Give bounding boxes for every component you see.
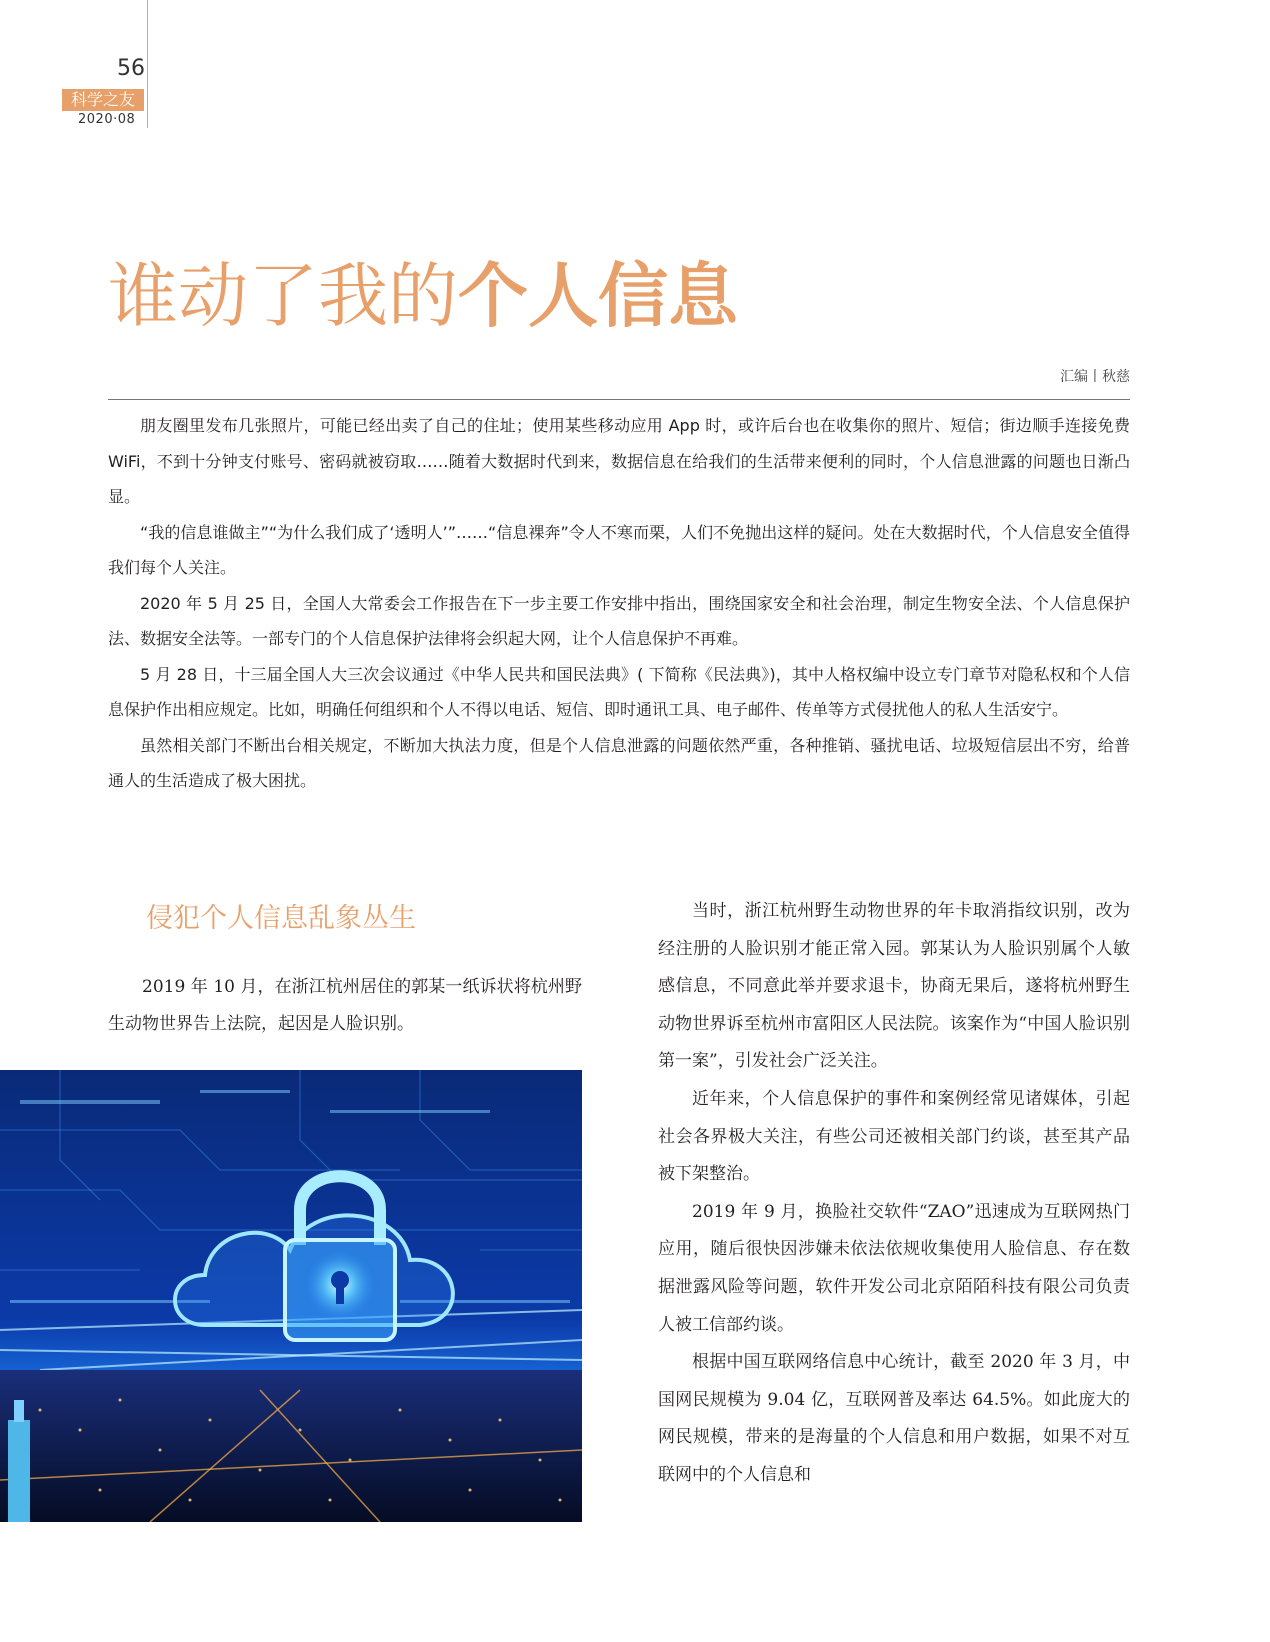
header-vertical-rule: [147, 0, 148, 128]
intro-section: [108, 408, 1130, 799]
intro-paragraph: 朋友圈里发布几张照片，可能已经出卖了自己的住址；使用某些移动应用 App 时，或许后台也在收集你的照片、短信；街边顺手连接免费 WiFi，不到十分钟支付账号、密码就被窃取……随着大数据时代到来，数据信息在给我们的生活带来便利的同时，个人信息泄露的问题也日渐凸显。: [108, 416, 1130, 506]
article-title-light: 谁动了我的: [108, 255, 458, 337]
title-divider: [108, 399, 1130, 400]
intro-paragraph: “我的信息谁做主”“为什么我们成了‘透明人’”……“信息裸奔”令人不寒而栗，人们不免抛出这样的疑问。处在大数据时代，个人信息安全值得我们每个人关注。: [108, 522, 1130, 577]
article-title-bold: 个人信息: [458, 255, 738, 337]
body-paragraph: 当时，浙江杭州野生动物世界的年卡取消指纹识别，改为经注册的人脸识别才能正常入园。郭某认为人脸识别属个人敏感信息，不同意此举并要求退卡，协商无果后，遂将杭州野生动物世界诉至杭州市富阳区人民法院。该案作为“中国人脸识别第一案”，引发社会广泛关注。: [658, 901, 1130, 1072]
photo-illustration: [0, 1070, 582, 1522]
intro-paragraph: 2020 年 5 月 25 日，全国人大常委会工作报告在下一步主要工作安排中指出，围绕国家安全和社会治理，制定生物安全法、个人信息保护法、数据安全法等。一部专门的个人信息保护法律将会织起大网，让个人信息保护不再难。: [108, 593, 1130, 648]
body-paragraph: 根据中国互联网络信息中心统计，截至 2020 年 3 月，中国网民规模为 9.04 亿，互联网普及率达 64.5%。如此庞大的网民规模，带来的是海量的个人信息和用户数据，如果不对互联网中的个人信息和: [658, 1352, 1130, 1485]
magazine-badge: 科学之友: [62, 89, 144, 111]
page-number: 56: [117, 56, 145, 81]
section-title: 侵犯个人信息乱象丛生: [146, 903, 416, 934]
issue-date: 2020·08: [78, 112, 136, 127]
body-paragraph: 2019 年 9 月，换脸社交软件“ZAO”迅速成为互联网热门应用，随后很快因涉嫌未依法依规收集使用人脸信息、存在数据泄露风险等问题，软件开发公司北京陌陌科技有限公司负责人被工信部约谈。: [658, 1201, 1130, 1335]
right-column: [658, 893, 1130, 1495]
left-column: [108, 969, 582, 1043]
intro-paragraph: 5 月 28 日，十三届全国人大三次会议通过《中华人民共和国民法典》( 下简称《民法典》)，其中人格权编中设立专门章节对隐私权和个人信息保护作出相应规定。比如，明确任何组织和个人不得以电话、短信、即时通讯工具、电子邮件、传单等方式侵扰他人的私人生活安宁。: [108, 664, 1130, 719]
intro-paragraph: 虽然相关部门不断出台相关规定，不断加大执法力度，但是个人信息泄露的问题依然严重，各种推销、骚扰电话、垃圾短信层出不穷，给普通人的生活造成了极大困扰。: [108, 735, 1130, 790]
body-paragraph: 近年来，个人信息保护的事件和案例经常见诸媒体，引起社会各界极大关注，有些公司还被相关部门约谈，甚至其产品被下架整治。: [658, 1088, 1130, 1185]
cyber-security-photo: [0, 1070, 582, 1522]
byline: 汇编丨秋慈: [1060, 369, 1130, 385]
body-paragraph: 2019 年 10 月，在浙江杭州居住的郭某一纸诉状将杭州野生动物世界告上法院，起因是人脸识别。: [108, 977, 582, 1034]
article-title: [108, 252, 738, 340]
